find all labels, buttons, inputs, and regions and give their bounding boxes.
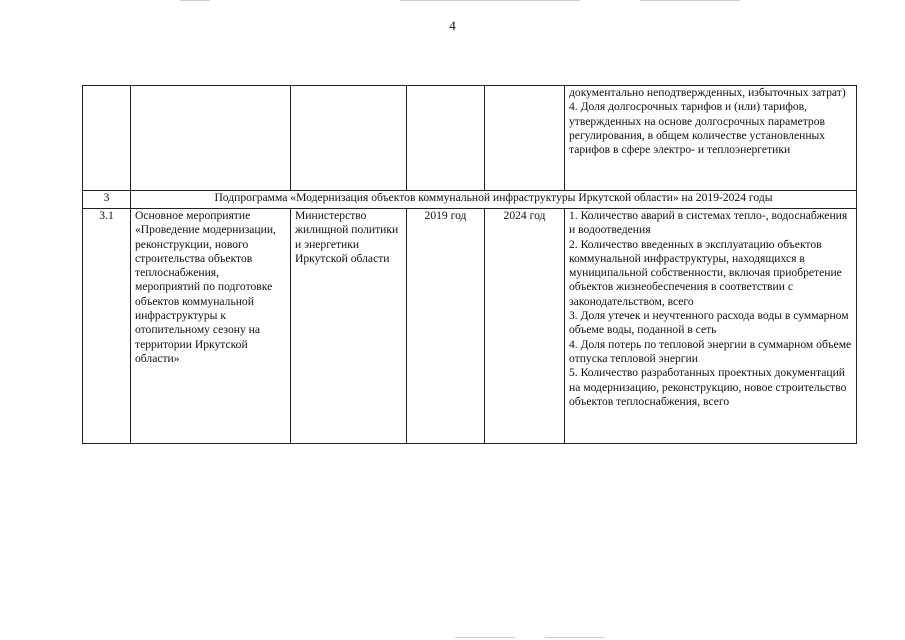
scan-artifact-top-right [640,0,740,1]
indicator-text: 2. Количество введенных в эксплуатацию объектов коммунальной инфраструктуры, находящихся в муниципальной собственности, включая приобретение объектов жизнеобеспечения в соответствии с законодательством, всего [569,237,842,308]
cell-start-year [407,86,485,191]
indicator-text: 1. Количество аварий в системах тепло-, водоснабжения и водоотведения [569,209,848,237]
activity-row [83,209,857,444]
program-table [82,85,857,444]
cell-executor [291,86,407,191]
activity-end-year: 2024 год [485,209,565,444]
indicator-text: 4. Доля потерь по тепловой энергии в суммарном объеме отпуска тепловой энергии [569,337,852,365]
scan-artifact-bottom-left [455,637,515,638]
indicator-text: 3. Доля утечек и неучтенного расхода воды в суммарном объеме воды, поданной в сеть [569,309,849,337]
scan-artifact-top-center [400,0,580,1]
scan-artifact-top-left [180,0,210,1]
subprogram-title: Подпрограмма «Модернизация объектов коммунальной инфраструктуры Иркутской области» на 2019-2024 годы [131,191,857,209]
activity-executor: Министерство жилищной политики и энергетики Иркутской области [291,209,407,444]
cell-end-year [485,86,565,191]
activity-number: 3.1 [83,209,131,444]
subprogram-number: 3 [83,191,131,209]
cell-indicators [565,86,857,191]
activity-indicators [565,209,857,444]
page-number: 4 [449,18,456,33]
scan-artifact-bottom-right [545,637,605,638]
cell-activity [131,86,291,191]
indicator-text: 4. Доля долгосрочных тарифов и (или) тарифов, утвержденных на основе долгосрочных параметров регулирования, в общем количестве установленных тарифов в сфере электро- и теплоэнергетики [569,100,826,157]
subprogram-row [83,191,857,209]
indicator-text: 5. Количество разработанных проектных документаций на модернизацию, реконструкцию, новое строительство объектов теплоснабжения, всего [569,366,847,408]
activity-name: Основное мероприятие «Проведение модернизации, реконструкции, нового строительства объектов теплоснабжения, мероприятий по подготовке объектов коммунальной инфраструктуры к отопительному сезону на территории Иркутской области» [131,209,291,444]
activity-start-year: 2019 год [407,209,485,444]
indicator-text: документально неподтвержденных, избыточных затрат) [569,86,846,99]
cell-number [83,86,131,191]
continuation-row [83,86,857,191]
